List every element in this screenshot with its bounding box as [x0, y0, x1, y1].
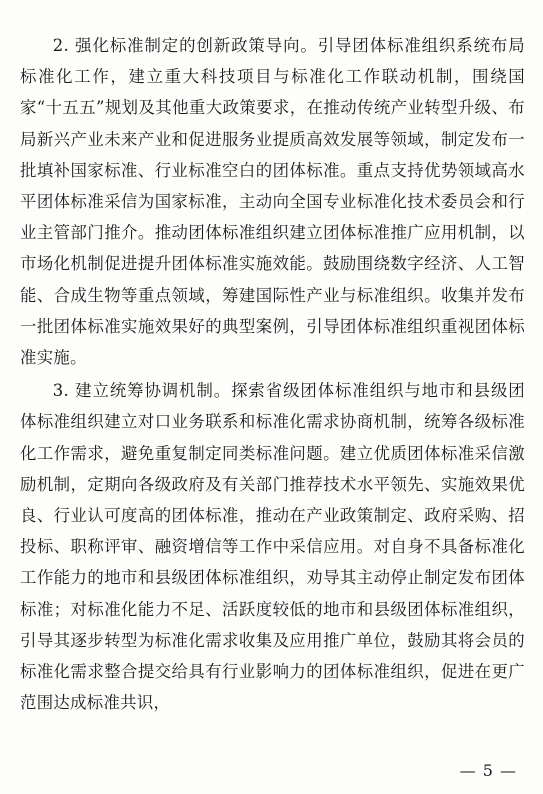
- document-body: [20, 30, 525, 770]
- paragraph-2-standard-innovation-policy: 2. 强化标准制定的创新政策导向。引导团体标准组织系统布局标准化工作，建立重大科技项目与标准化工作联动机制，围绕国家“十五五”规划及其他重大政策要求，在推动传统产业转型升级、布局新兴产业未来产业和促进服务业提质高效发展等领域，制定发布一批填补国家标准、行业标准空白的团体标准。重点支持优势领域高水平团体标准采信为国家标准，主动向全国专业标准化技术委员会和行业主管部门推介。推动团体标准组织建立团体标准推广应用机制，以市场化机制促进提升团体标准实施效能。鼓励围绕数字经济、人工智能、合成生物等重点领域，筹建国际性产业与标准组织。收集并发布一批团体标准实施效果好的典型案例，引导团体标准组织重视团体标准实施。: [20, 36, 525, 368]
- paragraph-3-coordination-mechanism: 3. 建立统筹协调机制。探索省级团体标准组织与地市和县级团体标准组织建立对口业务联系和标准化需求协商机制，统筹各级标准化工作需求，避免重复制定同类标准问题。建立优质团体标准采信激励机制，定期向各级政府及有关部门推荐技术水平领先、实施效果优良、行业认可度高的团体标准，推动在产业政策制定、政府采购、招投标、职称评审、融资增信等工作中采信应用。对自身不具备标准化工作能力的地市和县级团体标准组织，劝导其主动停止制定发布团体标准；对标准化能力不足、活跃度较低的地市和县级团体标准组织，引导其逐步转型为标准化需求收集及应用推广单位，鼓励其将会员的标准化需求整合提交给具有行业影响力的团体标准组织，促进在更广范围达成标准共识，: [20, 381, 525, 713]
- page-number: — 5 —: [459, 761, 517, 780]
